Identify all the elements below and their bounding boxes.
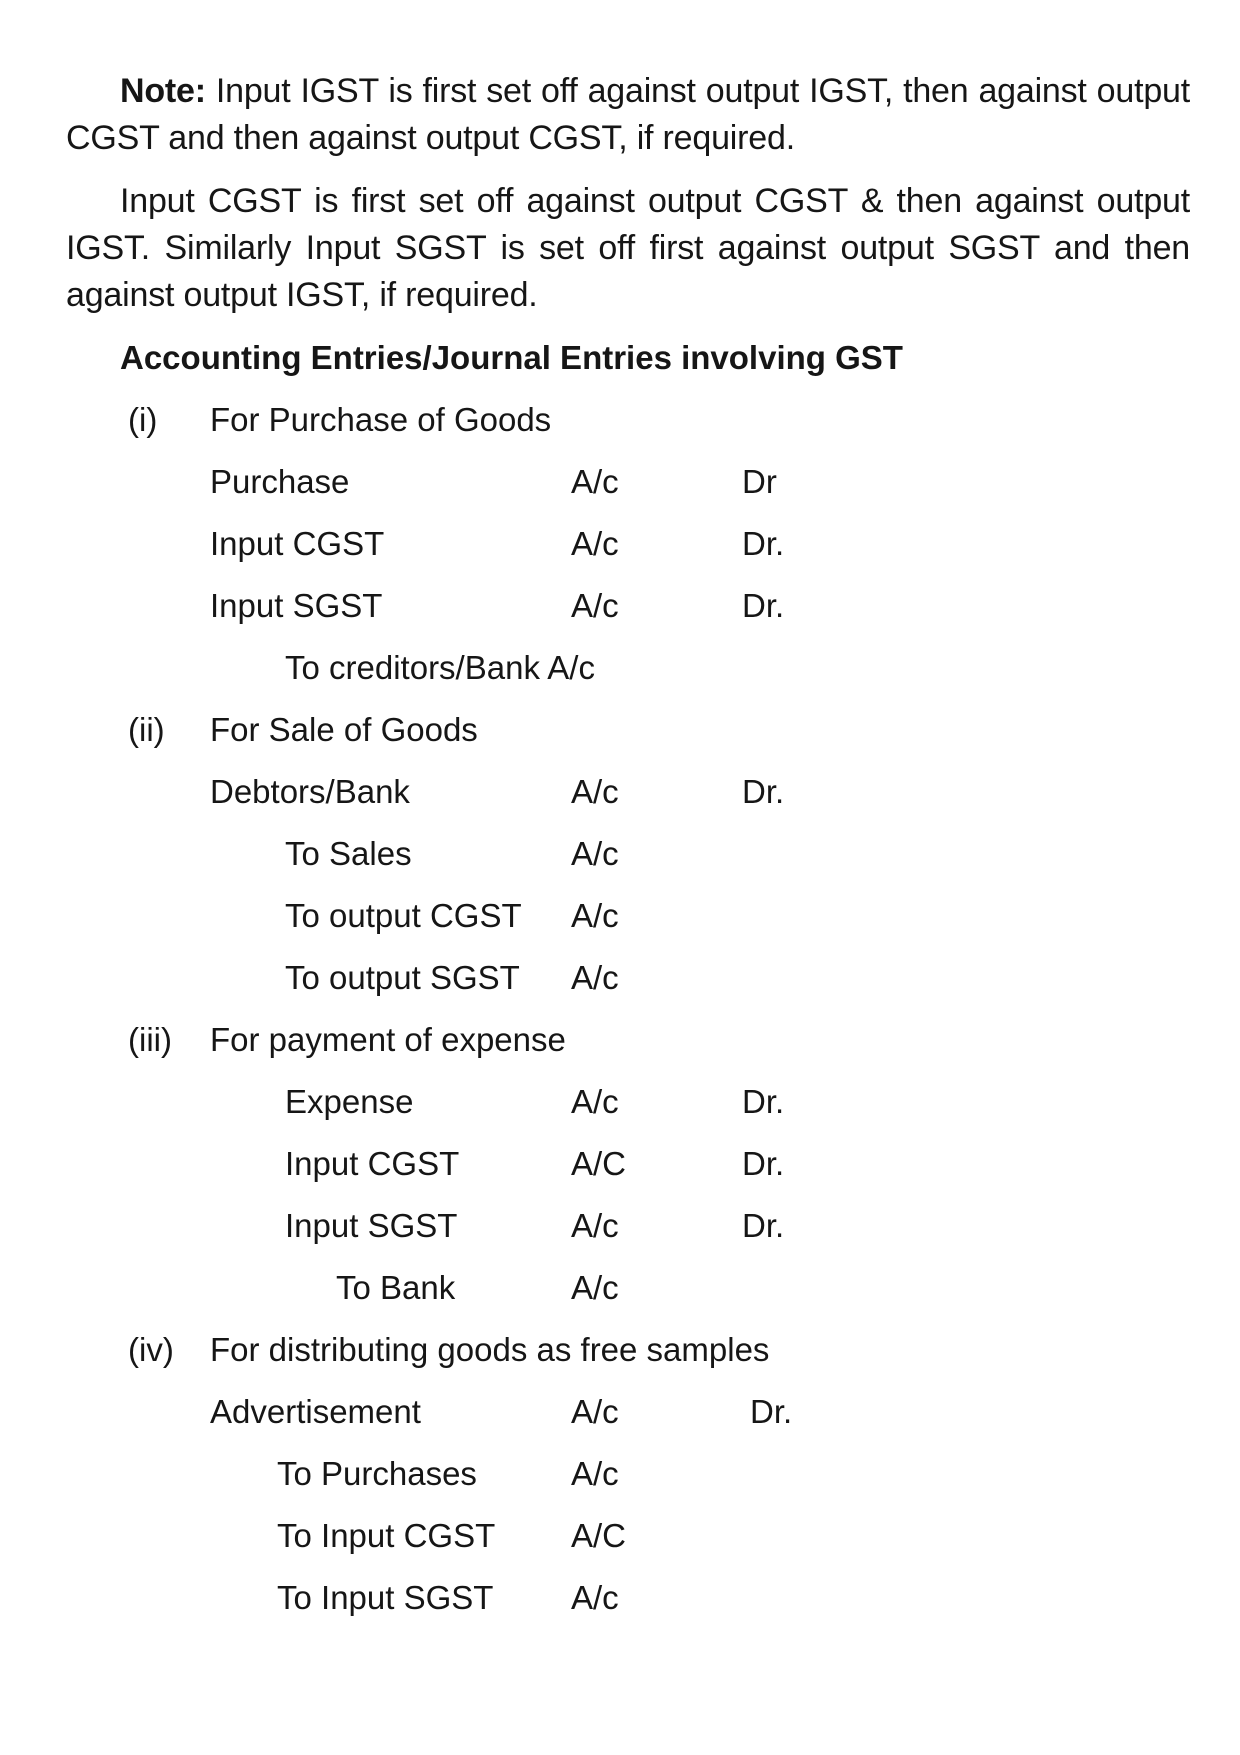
- journal-entry-row: [0, 460, 1240, 504]
- entry-dr: Dr.: [742, 773, 785, 810]
- entry-ac: A/C: [571, 1145, 627, 1182]
- entry-account: Advertisement: [210, 1393, 421, 1430]
- entry-ac: A/c: [571, 1579, 619, 1616]
- journal-entry-row: [0, 1390, 1240, 1434]
- section-title-row: [0, 1018, 1240, 1062]
- entry-ac: A/c: [571, 897, 619, 934]
- journal-entry-row: [0, 832, 1240, 876]
- section-title: For distributing goods as free samples: [210, 1331, 770, 1368]
- entry-ac: A/C: [571, 1517, 627, 1554]
- journal-entry-row: [0, 1514, 1240, 1558]
- journal-entry-row: [0, 1576, 1240, 1620]
- entry-ac: A/c: [571, 959, 619, 996]
- entry-account: To Input CGST: [277, 1517, 496, 1554]
- entry-ac: A/c: [571, 1393, 619, 1430]
- section-title: For payment of expense: [210, 1021, 566, 1058]
- entry-ac: A/c: [571, 525, 619, 562]
- entry-account: To Purchases: [277, 1455, 477, 1492]
- journal-entry-row: [0, 894, 1240, 938]
- journal-entry-row: [0, 646, 1240, 690]
- entry-account: To Input SGST: [277, 1579, 494, 1616]
- section-number: (iv): [128, 1331, 174, 1368]
- entry-account: To creditors/Bank A/c: [285, 649, 595, 686]
- section-title-row: [0, 398, 1240, 442]
- entry-account: To Bank: [336, 1269, 456, 1306]
- entry-account: To Sales: [285, 835, 412, 872]
- entry-dr: Dr.: [742, 1145, 785, 1182]
- entry-ac: A/c: [571, 773, 619, 810]
- entry-account: To output SGST: [285, 959, 520, 996]
- section-number: (i): [128, 401, 158, 438]
- journal-entry-row: [0, 1266, 1240, 1310]
- section-number: (iii): [128, 1021, 172, 1058]
- section-title: For Purchase of Goods: [210, 401, 552, 438]
- journal-entry-row: [0, 1080, 1240, 1124]
- entry-account: Input CGST: [210, 525, 385, 562]
- journal-entry-row: [0, 956, 1240, 1000]
- entry-ac: A/c: [571, 463, 619, 500]
- entry-dr: Dr.: [750, 1393, 793, 1430]
- entry-dr: Dr.: [742, 1207, 785, 1244]
- journal-entry-row: [0, 1204, 1240, 1248]
- section-number: (ii): [128, 711, 165, 748]
- entry-ac: A/c: [571, 1207, 619, 1244]
- entry-dr: Dr.: [742, 525, 785, 562]
- section-title: For Sale of Goods: [210, 711, 478, 748]
- entry-account: Input SGST: [285, 1207, 458, 1244]
- entry-ac: A/c: [571, 1455, 619, 1492]
- entry-account: Input SGST: [210, 587, 383, 624]
- journal-entry-row: [0, 770, 1240, 814]
- journal-entry-row: [0, 584, 1240, 628]
- journal-entry-row: [0, 1452, 1240, 1496]
- entry-account: Purchase: [210, 463, 350, 500]
- entry-ac: A/c: [571, 1269, 619, 1306]
- journal-entry-row: [0, 1142, 1240, 1186]
- note-label: Note:: [120, 72, 206, 110]
- entry-account: Debtors/Bank: [210, 773, 410, 810]
- entry-account: Input CGST: [285, 1145, 460, 1182]
- setoff-text: Input CGST is first set off against output CGST & then against output IGST. Similarly Input SGST is set off first against output SGST and then against output IGST, if required.: [66, 182, 1190, 314]
- journal-entry-row: [0, 522, 1240, 566]
- entry-account: To output CGST: [285, 897, 522, 934]
- entry-dr: Dr: [742, 463, 777, 500]
- entry-ac: A/c: [571, 1083, 619, 1120]
- entry-account: Expense: [285, 1083, 414, 1120]
- entry-dr: Dr.: [742, 1083, 785, 1120]
- section-title-row: [0, 1328, 1240, 1372]
- setoff-paragraph: [66, 178, 1190, 319]
- section-title-row: [0, 708, 1240, 752]
- entry-ac: A/c: [571, 835, 619, 872]
- note-paragraph: [66, 68, 1190, 162]
- note-text: Input IGST is first set off against output IGST, then against output CGST and then against output CGST, if required.: [66, 72, 1190, 157]
- entry-ac: A/c: [571, 587, 619, 624]
- entry-dr: Dr.: [742, 587, 785, 624]
- section-heading: Accounting Entries/Journal Entries involving GST: [120, 339, 903, 376]
